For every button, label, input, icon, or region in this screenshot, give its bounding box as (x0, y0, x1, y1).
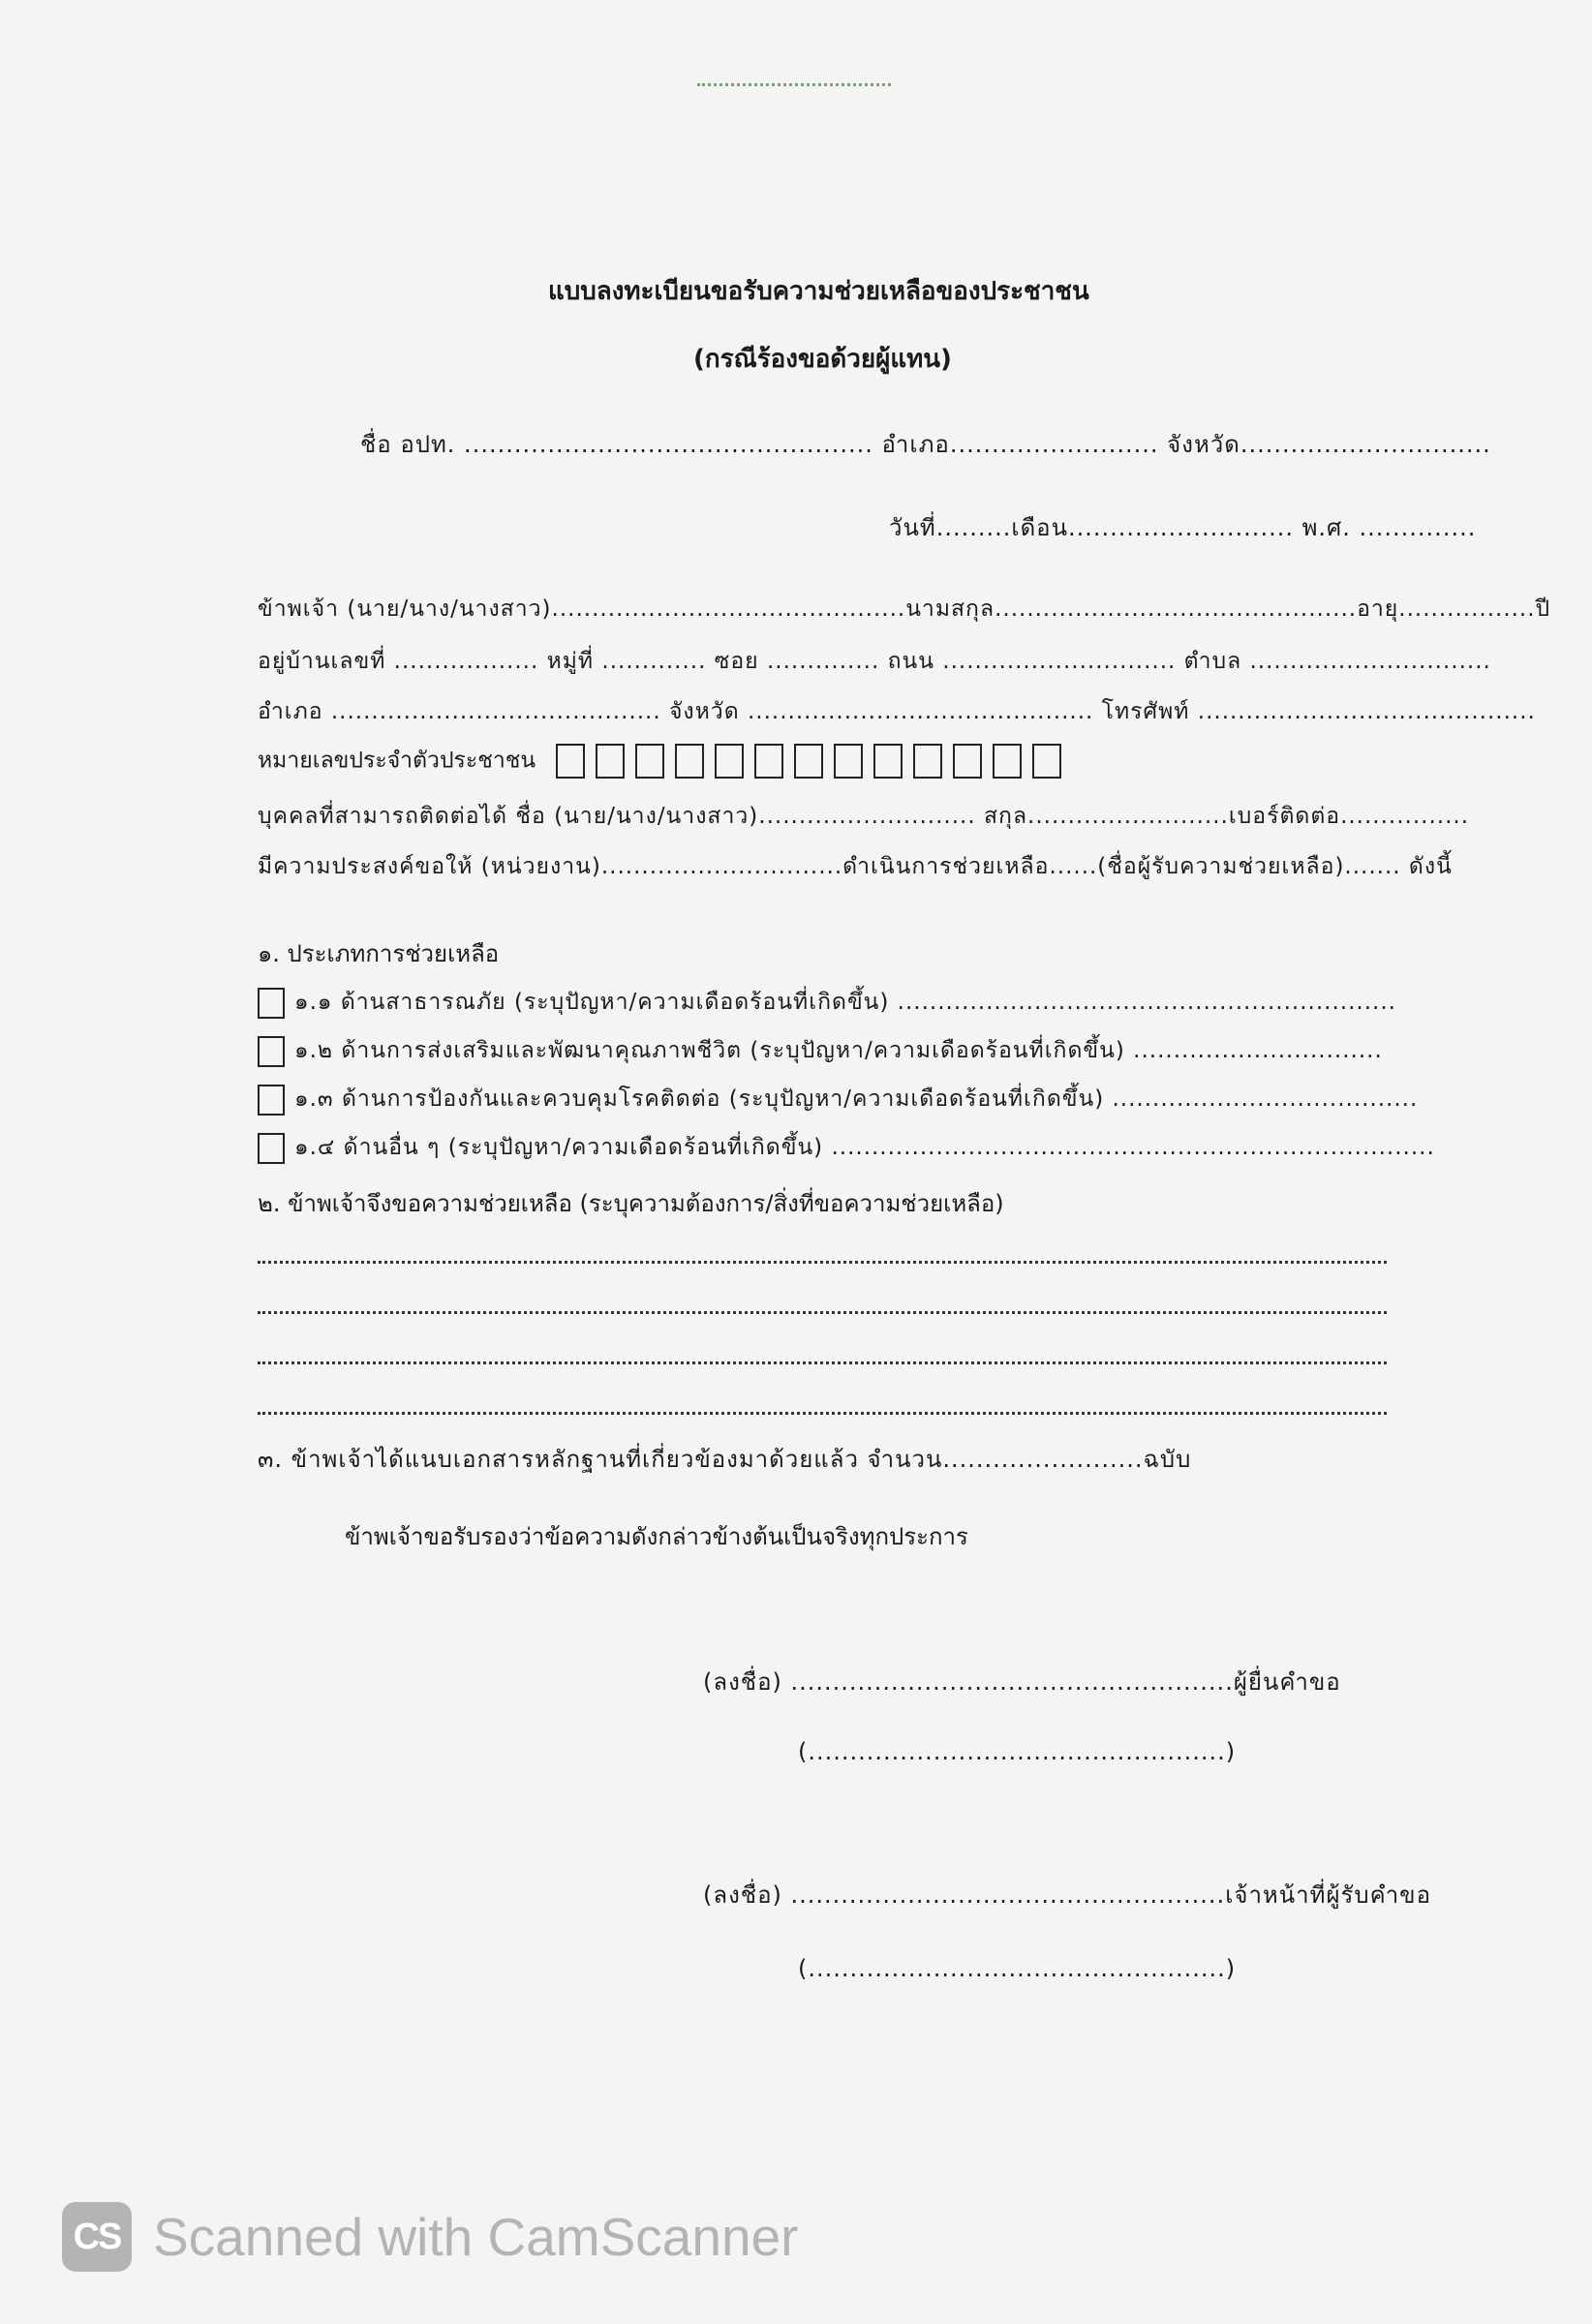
request-detail-line[interactable] (258, 1311, 1387, 1314)
applicant-printed-name: (..................................................) (798, 1738, 1237, 1765)
option-label: ๑.๒ ด้านการส่งเสริมและพัฒนาคุณภาพชีวิต (ระบุปัญหา/ความเดือดร้อนที่เกิดขึ้น) ............................... (294, 1038, 1383, 1063)
watermark-text: Scanned with CamScanner (153, 2207, 799, 2267)
id-digit-box (834, 744, 863, 779)
applicant-name-line: ข้าพเจ้า (นาย/นาง/นางสาว)............................................นามสกุล.............................................อายุ.................ปี (258, 596, 1551, 622)
certification-statement: ข้าพเจ้าขอรับรองว่าข้อความดังกล่าวข้างต้นเป็นจริงทุกประการ (345, 1523, 968, 1550)
checkbox[interactable] (258, 988, 285, 1019)
id-digit-box (953, 744, 982, 779)
id-digit-box (794, 744, 823, 779)
assistance-option-1[interactable] (258, 986, 1396, 1019)
district-line: อำเภอ ......................................... จังหวัด ........................................... โทรศัพท์ .......................................... (258, 699, 1536, 724)
national-id-label: หมายเลขประจำตัวประชาชน (258, 748, 536, 774)
id-digit-box (1032, 744, 1061, 779)
section2-heading: ๒. ข้าพเจ้าจึงขอความช่วยเหลือ (ระบุความต้องการ/สิ่งที่ขอความช่วยเหลือ) (258, 1190, 1004, 1217)
section3-line: ๓. ข้าพเจ้าได้แนบเอกสารหลักฐานที่เกี่ยวข้องมาด้วยแล้ว จำนวน........................ฉบับ (258, 1446, 1192, 1473)
id-digit-box (993, 744, 1022, 779)
id-digit-box (873, 744, 903, 779)
request-detail-line[interactable] (258, 1361, 1387, 1364)
option-label: ๑.๔ ด้านอื่น ๆ (ระบุปัญหา/ความเดือดร้อนที่เกิดขึ้น) ........................................................................... (294, 1135, 1435, 1160)
id-digit-box (913, 744, 942, 779)
checkbox[interactable] (258, 1036, 285, 1067)
option-label: ๑.๑ ด้านสาธารณภัย (ระบุปัญหา/ความเดือดร้อนที่เกิดขึ้น) .............................................................. (294, 990, 1396, 1015)
option-label: ๑.๓ ด้านการป้องกันและควบคุมโรคติดต่อ (ระบุปัญหา/ความเดือดร้อนที่เกิดขึ้น) ...................................... (294, 1086, 1419, 1112)
id-digit-box (635, 744, 664, 779)
location-line: ชื่อ อปท. ................................................. อำเภอ......................... จังหวัด.............................. (360, 431, 1491, 458)
applicant-signature-line: (ลงชื่อ) .....................................................ผู้ยื่นคำขอ (703, 1668, 1341, 1696)
address-line: อยู่บ้านเลขที่ .................. หมู่ที่ ............. ซอย .............. ถนน ............................. ตำบล .............................. (258, 649, 1491, 674)
camscanner-logo-icon: CS (62, 2202, 132, 2272)
request-detail-line[interactable] (258, 1261, 1387, 1264)
id-digit-box (675, 744, 704, 779)
top-scan-mark (697, 83, 891, 86)
officer-printed-name: (..................................................) (798, 1955, 1237, 1982)
national-id-row (258, 744, 1061, 779)
request-detail-line[interactable] (258, 1412, 1387, 1415)
assistance-option-2[interactable] (258, 1034, 1383, 1067)
form-title: แบบลงทะเบียนขอรับความช่วยเหลือของประชาชน (548, 277, 1089, 306)
id-digit-box (556, 744, 585, 779)
assistance-option-3[interactable] (258, 1083, 1418, 1116)
purpose-line: มีความประสงค์ขอให้ (หน่วยงาน)..............................ดำเนินการช่วยเหลือ......(ชื่อผู้รับความช่วยเหลือ)....... ดังนี้ (258, 854, 1453, 879)
national-id-boxes (556, 744, 1061, 779)
id-digit-box (754, 744, 783, 779)
camscanner-watermark (62, 2201, 798, 2273)
checkbox[interactable] (258, 1085, 285, 1116)
id-digit-box (715, 744, 744, 779)
id-digit-box (596, 744, 625, 779)
form-subtitle: (กรณีร้องขอด้วยผู้แทน) (693, 345, 952, 374)
date-line: วันที่.........เดือน........................... พ.ศ. .............. (889, 514, 1477, 541)
contact-line: บุคคลที่สามารถติดต่อได้ ชื่อ (นาย/นาง/นางสาว)........................... สกุล.........................เบอร์ติดต่อ................ (258, 804, 1470, 829)
officer-signature-line: (ลงชื่อ) ....................................................เจ้าหน้าที่ผู้รับคำขอ (703, 1881, 1431, 1909)
section1-heading: ๑. ประเภทการช่วยเหลือ (258, 940, 500, 967)
assistance-option-4[interactable] (258, 1131, 1435, 1164)
checkbox[interactable] (258, 1133, 285, 1164)
